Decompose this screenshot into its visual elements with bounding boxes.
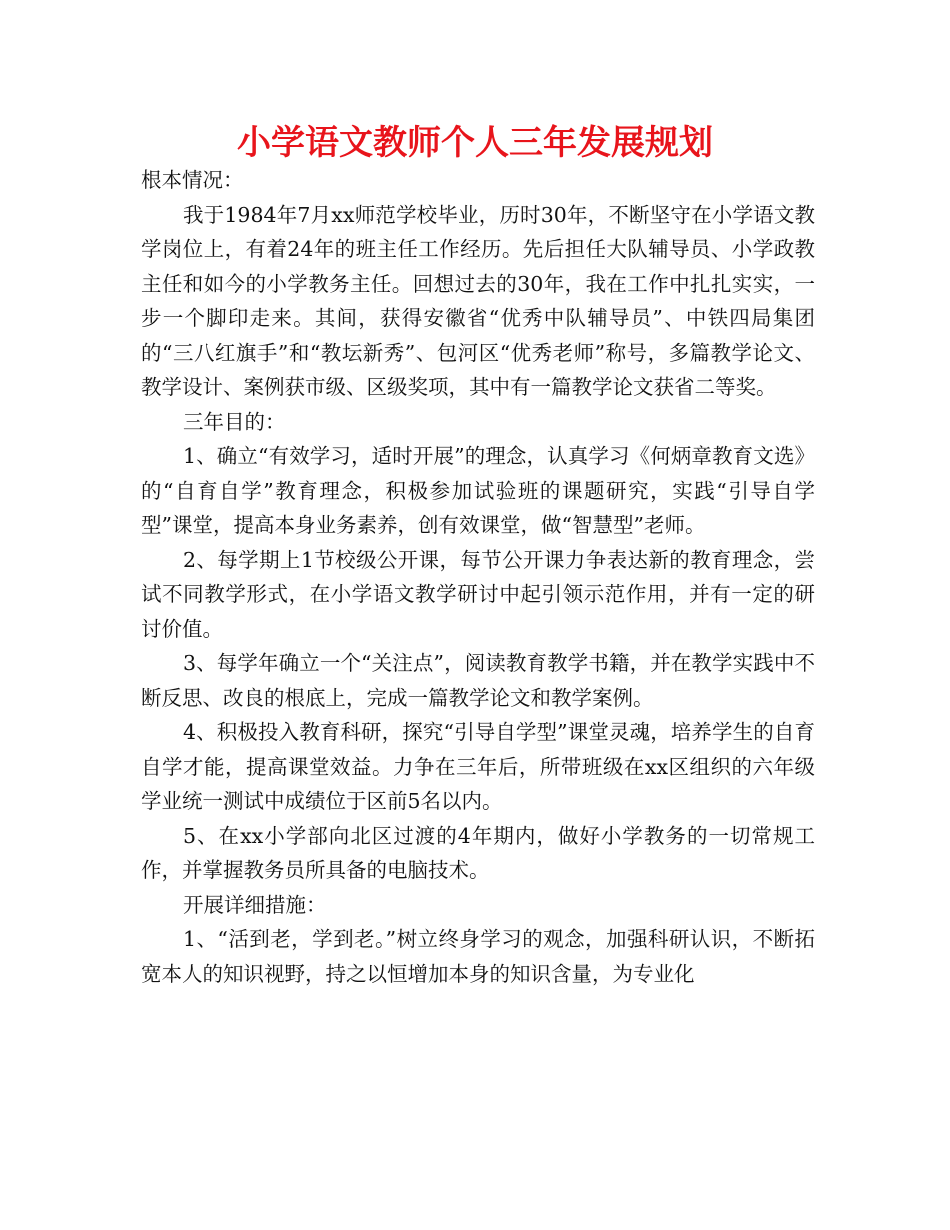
goal-item-2: 2、每学期上1节校级公开课，每节公开课力争表达新的教育理念，尝试不同教学形式，在小学语文教学研讨中起引领示范作用，并有一定的研讨价值。 bbox=[141, 547, 815, 641]
section-heading-basic-situation: 根本情况： bbox=[141, 168, 244, 192]
goal-item-5: 5、在xx小学部向北区过渡的4年期内，做好小学教务的一切常规工作，并掌握教务员所具备的电脑技术。 bbox=[141, 823, 815, 882]
goal-item-3: 3、每学年确立一个“关注点”，阅读教育教学书籍，并在教学实践中不断反思、改良的根底上，完成一篇教学论文和教学案例。 bbox=[141, 651, 815, 710]
paragraph-background: 我于1984年7月xx师范学校毕业，历时30年，不断坚守在小学语文教学岗位上，有着24年的班主任工作经历。先后担任大队辅导员、小学政教主任和如今的小学教务主任。回想过去的30年，我在工作中扎扎实实，一步一个脚印走来。其间，获得安徽省“优秀中队辅导员”、中铁四局集团的“三八红旗手”和“教坛新秀”、包河区“优秀老师”称号，多篇教学论文、教学设计、案例获市级、区级奖项，其中有一篇教学论文获省二等奖。 bbox=[141, 202, 815, 399]
goal-item-4: 4、积极投入教育科研，探究“引导自学型”课堂灵魂，培养学生的自育自学才能，提高课堂效益。力争在三年后，所带班级在xx区组织的六年级学业统一测试中成绩位于区前5名以内。 bbox=[141, 720, 815, 813]
measure-item-1: 1、“活到老，学到老。”树立终身学习的观念，加强科研认识，不断拓宽本人的知识视野，持之以恒增加本身的知识含量，为专业化 bbox=[141, 927, 815, 986]
goal-item-1: 1、确立“有效学习，适时开展”的理念，认真学习《何炳章教育文选》的“自育自学”教育理念，积极参加试验班的课题研究，实践“引导自学型”课堂，提高本身业务素养，创有效课堂，做“智慧型”老师。 bbox=[141, 444, 815, 537]
document-title: 小学语文教师个人三年发展规划 bbox=[237, 123, 713, 163]
document-body bbox=[141, 163, 815, 991]
section-heading-three-year-goals: 三年目的： bbox=[183, 409, 286, 434]
section-heading-measures: 开展详细措施： bbox=[183, 892, 327, 917]
